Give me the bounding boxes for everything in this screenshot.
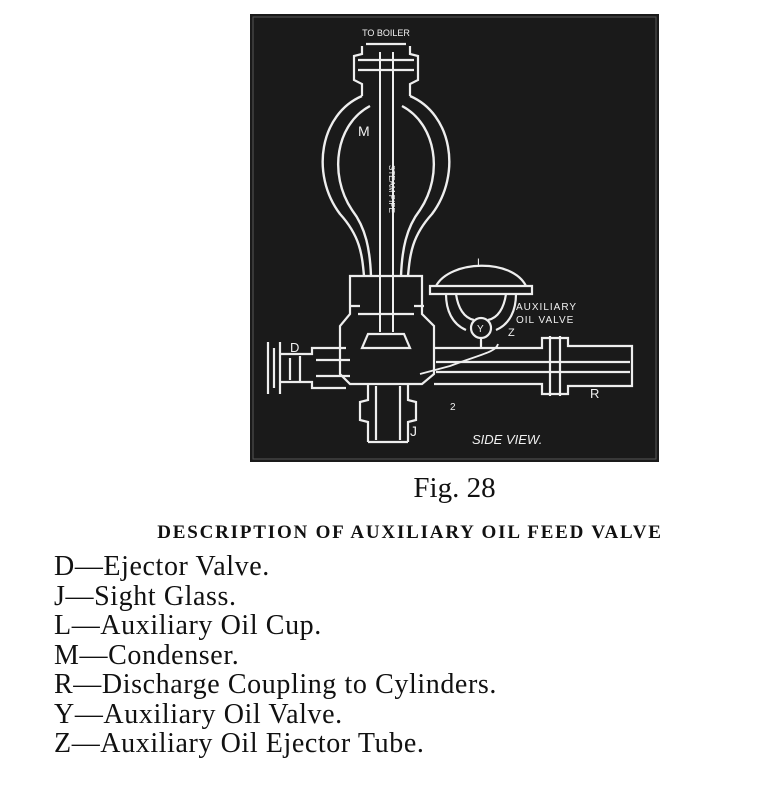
figure-caption: Fig. 28 — [413, 472, 496, 504]
label-l: L — [477, 257, 484, 269]
label-m: M — [358, 123, 370, 139]
condenser-bulb — [323, 96, 450, 276]
sight-glass — [360, 384, 416, 442]
auxiliary-oil-feed-valve-figure — [250, 14, 659, 462]
label-z: Z — [508, 327, 515, 339]
legend-item-r: R—Discharge Coupling to Cylinders. — [54, 669, 497, 700]
label-r: R — [590, 386, 600, 401]
legend-item-z: Z—Auxiliary Oil Ejector Tube. — [54, 728, 425, 759]
legend-item-m: M—Condenser. — [54, 639, 240, 671]
label-steam-pipe: STEAM PIPE — [387, 164, 396, 214]
label-to-boiler: TO BOILER — [362, 28, 410, 38]
ejector-valve — [268, 342, 350, 394]
legend-item-j: J—Sight Glass. — [54, 580, 237, 612]
legend-item-y: Y—Auxiliary Oil Valve. — [54, 698, 343, 730]
central-body — [340, 276, 434, 384]
legend-item-d: D—Ejector Valve. — [54, 551, 270, 582]
legend-list — [54, 552, 497, 759]
valve-cross-section-drawing — [250, 14, 659, 462]
label-d: D — [290, 340, 300, 355]
label-side-view: SIDE VIEW. — [472, 432, 543, 447]
label-auxiliary: AUXILIARY — [516, 302, 578, 313]
label-y: Y — [477, 324, 484, 335]
label-j: J — [410, 423, 417, 439]
label-2: 2 — [450, 402, 456, 413]
top-boiler-fitting — [354, 44, 418, 96]
discharge-coupling — [434, 336, 632, 396]
legend-item-l: L—Auxiliary Oil Cup. — [54, 610, 322, 641]
description-heading: DESCRIPTION OF AUXILIARY OIL FEED VALVE — [157, 522, 663, 543]
label-oil-valve: OIL VALVE — [516, 315, 575, 326]
